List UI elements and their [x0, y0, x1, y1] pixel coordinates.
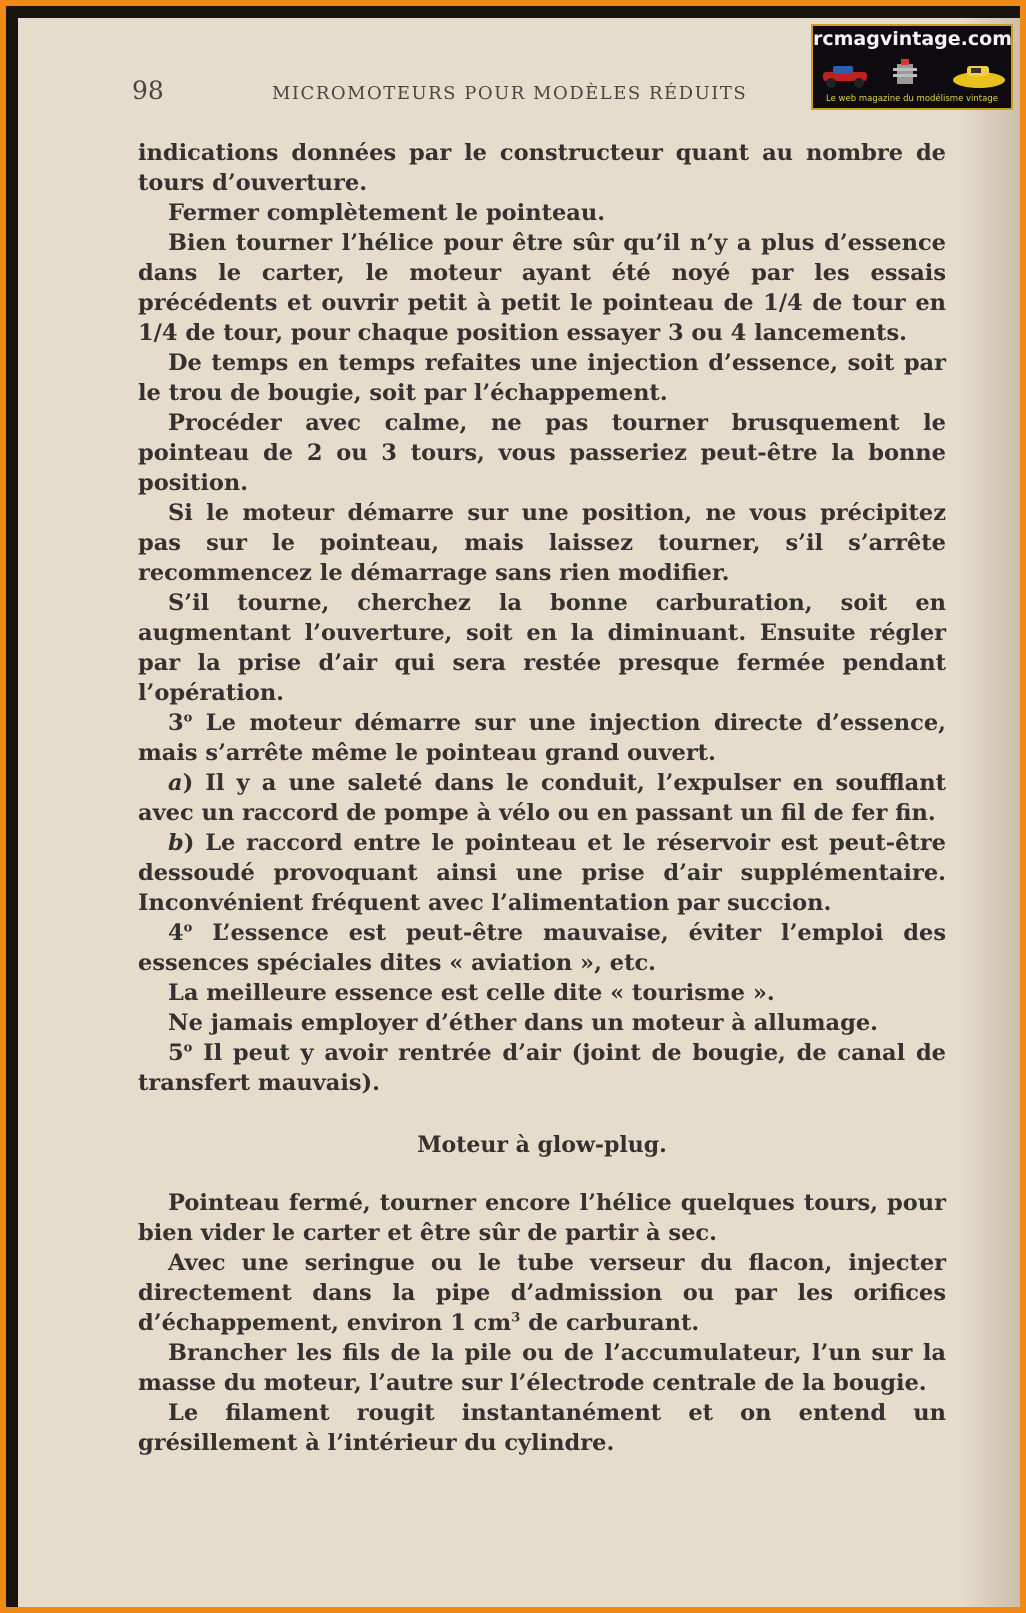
paragraph	[138, 1248, 946, 1338]
item-text: Il peut y avoir rentrée d’air (joint de bougie, de canal de transfert mauvais).	[138, 1040, 946, 1096]
ordinal-mark: o	[183, 1040, 193, 1056]
paragraph: La meilleure essence est celle dite « tourisme ».	[168, 980, 775, 1006]
item-text: ) Il y a une saleté dans le conduit, l’expulser en soufflant avec un raccord de pompe à vélo ou en passant un fil de fer fin.	[138, 770, 946, 826]
ordinal-mark: o	[183, 920, 193, 936]
paragraph-text: Avec une seringue ou le tube verseur du flacon, injecter directement dans la pipe d’admission ou par les orifices d’échappement, environ 1 cm	[138, 1250, 946, 1336]
paragraph: Pointeau fermé, tourner encore l’hélice quelques tours, pour bien vider le carter et être sûr de partir à sec.	[138, 1190, 946, 1246]
rcmagvintage-logo[interactable]	[811, 24, 1013, 110]
paragraph: Bien tourner l’hélice pour être sûr qu’il n’y a plus d’essence dans le carter, le moteur ayant été noyé par les essais précédents et ouvrir petit à petit le pointeau de 1/4 de tour en 1/4 de tour, pour chaque position essayer 3 ou 4 lancements.	[138, 230, 946, 346]
logo-tagline: Le web magazine du modélisme vintage	[826, 94, 998, 104]
hovercraft-icon	[953, 66, 1005, 88]
paragraph	[138, 828, 946, 918]
paragraph: De temps en temps refaites une injection d’essence, soit par le trou de bougie, soit par l’échappement.	[138, 350, 946, 406]
item-text: L’essence est peut-être mauvaise, éviter l’emploi des essences spéciales dites « aviation », etc.	[138, 920, 946, 976]
paragraph: S’il tourne, cherchez la bonne carburation, soit en augmentant l’ouverture, soit en la diminuant. Ensuite régler par la prise d’air qui sera restée presque fermée pendant l’opération.	[138, 590, 946, 706]
logo-images	[819, 58, 1007, 90]
paragraph: indications données par le constructeur quant au nombre de tours d’ouverture.	[138, 140, 946, 196]
paragraph	[138, 918, 946, 978]
item-number: 3	[168, 710, 184, 736]
paragraph: Procéder avec calme, ne pas tourner brusquement le pointeau de 2 ou 3 tours, vous passeriez peut-être la bonne position.	[138, 410, 946, 496]
item-letter: b	[168, 830, 184, 856]
paragraph: Le filament rougit instantanément et on entend un grésillement à l’intérieur du cylindre.	[138, 1400, 946, 1456]
paragraph	[138, 768, 946, 828]
rc-car-icon	[823, 66, 867, 88]
logo-title: rcmagvintage.com	[813, 28, 1012, 50]
page-header	[132, 76, 832, 112]
page-number: 98	[132, 76, 164, 105]
item-number: 4	[168, 920, 184, 946]
paragraph	[138, 1038, 946, 1098]
ordinal-mark: o	[183, 710, 193, 726]
engine-icon	[893, 59, 917, 84]
item-text: Le moteur démarre sur une injection directe d’essence, mais s’arrête même le pointeau grand ouvert.	[138, 710, 946, 766]
book-page	[18, 18, 1020, 1607]
paragraph: Brancher les fils de la pile ou de l’accumulateur, l’un sur la masse du moteur, l’autre sur l’électrode centrale de la bougie.	[138, 1340, 946, 1396]
item-text: ) Le raccord entre le pointeau et le réservoir est peut-être dessoudé provoquant ainsi une prise d’air supplémentaire. Inconvénient fréquent avec l’alimentation par succion.	[138, 830, 946, 916]
paragraph	[138, 708, 946, 768]
page-body	[138, 138, 946, 1458]
paragraph: Ne jamais employer d’éther dans un moteur à allumage.	[168, 1010, 878, 1036]
paragraph: Si le moteur démarre sur une position, ne vous précipitez pas sur le pointeau, mais laissez tourner, s’il s’arrête recommencez le démarrage sans rien modifier.	[138, 500, 946, 586]
item-letter: a	[168, 770, 183, 796]
paragraph: Fermer complètement le pointeau.	[168, 200, 606, 226]
running-title: MICROMOTEURS POUR MODÈLES RÉDUITS	[272, 83, 748, 104]
item-number: 5	[168, 1040, 184, 1066]
exponent: 3	[511, 1310, 521, 1326]
section-heading: Moteur à glow-plug.	[417, 1132, 667, 1158]
paragraph-text: de carburant.	[520, 1310, 700, 1336]
page-frame	[6, 6, 1020, 1607]
